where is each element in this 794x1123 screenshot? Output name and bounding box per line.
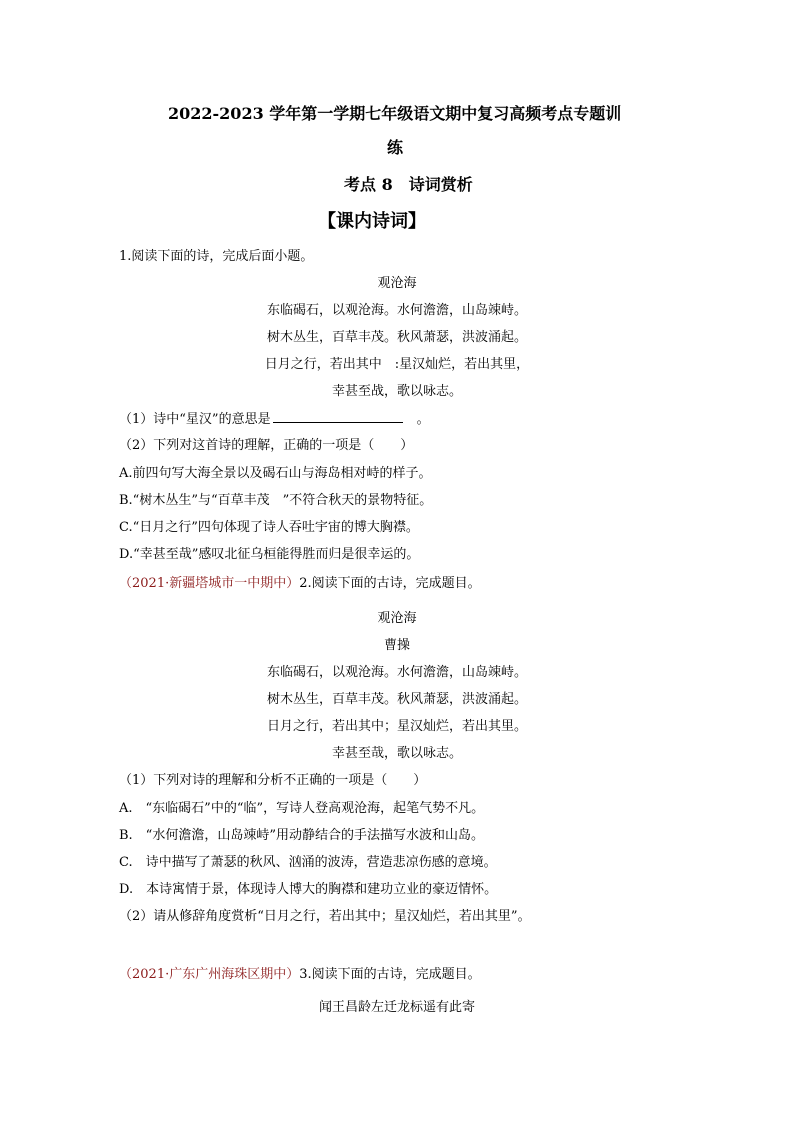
q2-sub2: （2）请从修辞角度赏析“日月之行，若出其中；星汉灿烂，若出其里”。 <box>119 909 531 924</box>
q1-poem-line: 幸甚至战，歌以咏志。 <box>331 384 462 399</box>
q1-option: A.前四句写大海全景以及碣石山与海岛相对峙的样子。 <box>119 466 432 481</box>
q2-stem: 2.阅读下面的古诗，完成题目。 <box>299 576 481 591</box>
q1-stem: 1.阅读下面的诗，完成后面小题。 <box>119 249 314 264</box>
q1-poem-line: 树木丛生，百草丰茂。秋风萧瑟，洪波涌起。 <box>266 330 527 345</box>
q1-sub1 <box>119 408 430 427</box>
q2-source: （2021·新疆塔城市一中期中） <box>119 576 300 591</box>
q1-sub2: （2）下列对这首诗的理解，正确的一项是（ ） <box>119 438 414 453</box>
q3-poem-title: 闻王昌龄左迁龙标遥有此寄 <box>318 1000 475 1015</box>
q3-source: （2021·广东广州海珠区期中） <box>119 967 300 982</box>
q1-option: C.“日月之行”四句体现了诗人吞吐宇宙的博大胸襟。 <box>119 520 419 535</box>
q1-poem-title: 观沧海 <box>377 276 417 291</box>
q2-poem-title: 观沧海 <box>377 611 417 626</box>
q1-option: D.“幸甚至哉”感叹北征乌桓能得胜而归是很幸运的。 <box>119 547 420 562</box>
q1-sub1-end: 。 <box>416 412 430 427</box>
q1-poem-line: 日月之行，若出其中 :星汉灿烂，若出其里， <box>264 357 530 372</box>
q1-option: B.“树木丛生”与“百草丰茂 ”不符合秋天的景物特征。 <box>119 493 433 508</box>
q1-poem-line: 东临碣石，以观沧海。水何澹澹，山岛竦峙。 <box>266 303 527 318</box>
q2-option: B. “水何澹澹，山岛竦峙”用动静结合的手法描写水波和山岛。 <box>119 828 484 843</box>
section-heading: 【课内诗词】 <box>318 211 426 232</box>
q1-sub1-text: （1）诗中“星汉”的意思是 <box>119 412 271 427</box>
q2-option: C. 诗中描写了萧瑟的秋风、汹涌的波涛，营造悲凉伤感的意境。 <box>119 855 497 870</box>
q2-option: D. 本诗寓情于景，体现诗人博大的胸襟和建功立业的豪迈情怀。 <box>119 882 498 897</box>
topic-heading: 考点 8 诗词赏析 <box>344 175 473 194</box>
q3-stem: 3.阅读下面的古诗，完成题目。 <box>299 967 481 982</box>
q2-poem-line: 幸甚至哉，歌以咏志。 <box>331 746 462 761</box>
doc-title-line1: 2022-2023 学年第一学期七年级语文期中复习高频考点专题训 <box>168 104 622 123</box>
q2-poem-author: 曹操 <box>383 638 410 653</box>
q2-poem-line: 树木丛生，百草丰茂。秋风萧瑟，洪波涌起。 <box>266 692 527 707</box>
q2-header <box>119 572 481 591</box>
q2-poem-line: 日月之行，若出其中；星汉灿烂，若出其里。 <box>266 719 527 734</box>
answer-blank <box>273 410 403 423</box>
q2-option: A. “东临碣石”中的“临”，写诗人登高观沧海，起笔气势不凡。 <box>119 801 485 816</box>
q2-sub1: （1）下列对诗的理解和分析不正确的一项是（ ） <box>119 773 427 788</box>
doc-title-line2: 练 <box>387 138 404 157</box>
q2-poem-line: 东临碣石，以观沧海。水何澹澹，山岛竦峙。 <box>266 665 527 680</box>
q3-header <box>119 963 481 982</box>
